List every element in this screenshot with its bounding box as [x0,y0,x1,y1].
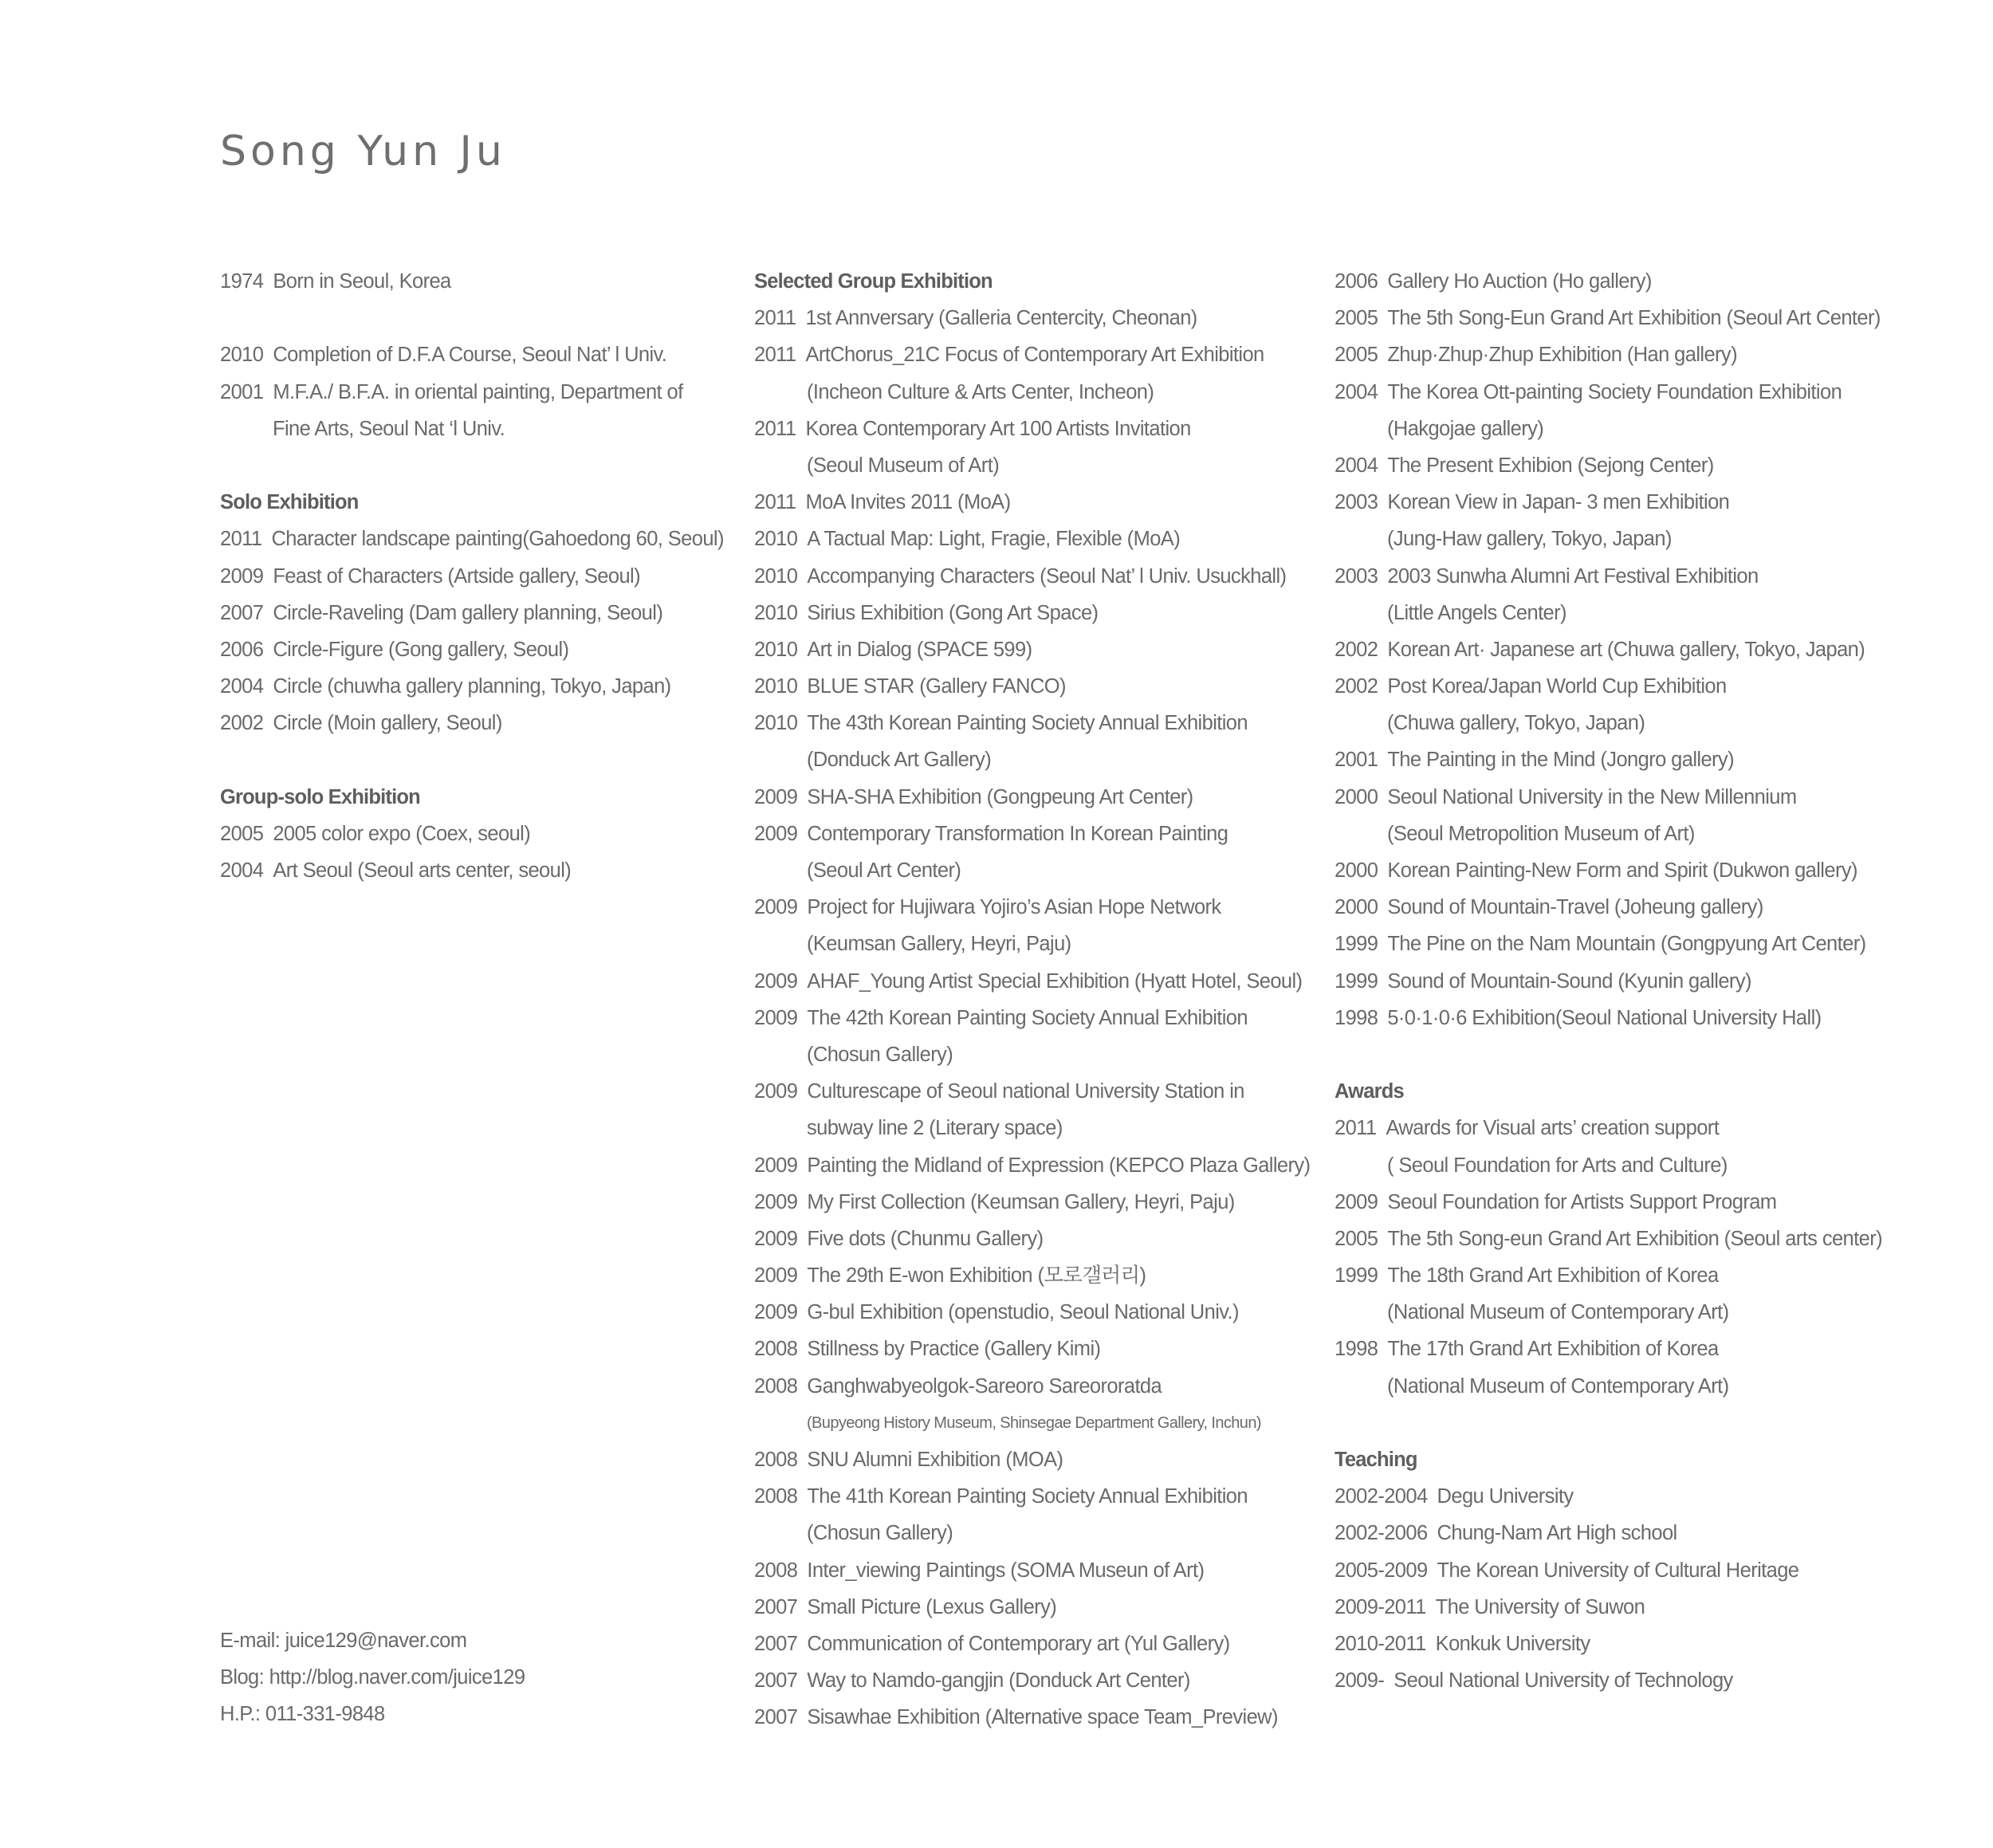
entry [1335,1331,1882,1367]
entry [754,1184,1310,1221]
entry-text: MoA Invites 2011 (MoA) [805,491,1011,514]
entry [754,705,1310,741]
entry-text: Sisawhae Exhibition (Alternative space Team_Preview) [807,1706,1278,1729]
section-heading: Selected Group Exhibition [754,270,993,293]
entry-text: Circle (Moin gallery, Seoul) [273,712,502,735]
entry-year: 2002-2004 [1335,1485,1428,1508]
entry-year: 2000 [1335,785,1378,808]
entry-continuation: (Chosun Gallery) [807,1522,953,1545]
entry-year: 1998 [1335,1338,1378,1361]
entry [1335,263,1882,300]
entry-text: Seoul National University of Technology [1394,1669,1733,1693]
entry [754,411,1310,447]
entry-continuation: (Keumsan Gallery, Heyri, Paju) [807,933,1071,956]
column-exhibitions-awards-teaching [1335,263,1882,1699]
entry-year: 2009 [754,1080,798,1103]
entry-year: 2010 [754,564,798,588]
entry-text: Post Korea/Japan World Cup Exhibition [1387,675,1727,698]
entry [754,1699,1310,1736]
entry-year: 2006 [1335,270,1378,293]
contact-blog: Blog: http://blog.naver.com/juice129 [220,1666,525,1689]
entry-text: Communication of Contemporary art (Yul Gallery) [807,1632,1230,1655]
artist-name: Song Yun Ju [220,128,506,175]
section-heading: Solo Exhibition [220,491,359,514]
entry-year: 2005 [1335,1227,1378,1250]
entry-text: The 41th Korean Painting Society Annual Exhibition [807,1485,1248,1508]
entry-continuation: (Seoul Art Center) [807,859,961,882]
entry-text: 1st Annversary (Galleria Centercity, Cheonan) [805,307,1197,330]
entry [1335,852,1882,889]
entry-text: The Pine on the Nam Mountain (Gongpyung Art Center) [1387,933,1866,956]
entry-text: AHAF_Young Artist Special Exhibition (Hyatt Hotel, Seoul) [807,969,1303,993]
entry-year: 2004 [1335,380,1378,403]
entry-text: Character landscape painting(Gahoedong 60, Seoul) [271,528,724,551]
entry [754,1589,1310,1626]
contact-email: E-mail: juice129@naver.com [220,1630,467,1652]
entry [1335,1589,1882,1626]
entry [220,336,724,373]
entry [1335,1478,1882,1515]
entry-text: Culturescape of Seoul national University Station in [807,1080,1244,1103]
entry-text: Degu University [1437,1485,1574,1508]
entry [754,595,1310,631]
entry-year: 2008 [754,1374,798,1398]
entry-text: Circle-Figure (Gong gallery, Seoul) [273,638,569,661]
entry-text: Born in Seoul, Korea [273,270,451,293]
entry-continuation: (Hakgojae gallery) [1387,417,1544,440]
entry-year: 2002 [220,712,264,735]
entry [1335,1000,1882,1036]
entry-year: 2010 [754,638,798,661]
entry [754,1331,1310,1367]
entry-continuation: (Seoul Metropolition Museum of Art) [1387,822,1695,845]
column-group-exhibitions [754,263,1310,1736]
entry-year: 2004 [220,675,264,698]
entry [754,1000,1310,1036]
entry-text: The 42th Korean Painting Society Annual Exhibition [807,1006,1248,1029]
entry [754,1552,1310,1589]
entry-year: 2008 [754,1449,798,1471]
entry-text: The Korean University of Cultural Heritage [1437,1559,1799,1582]
entry [1335,779,1882,816]
entry-year: 2009- [1335,1669,1385,1693]
entry [754,300,1310,336]
entry [754,816,1310,852]
entry-continuation: Fine Arts, Seoul Nat ‘l Univ. [273,417,505,440]
entry-year: 2002-2006 [1335,1522,1428,1545]
entry-year: 2005 [1335,307,1378,330]
entry-text: Accompanying Characters (Seoul Nat’ l Univ. Usuckhall) [807,564,1287,588]
entry [1335,1110,1882,1146]
entry-year: 2003 [1335,491,1378,514]
entry-year: 2008 [754,1559,798,1582]
entry [220,631,724,668]
entry-text: Korean Art· Japanese art (Chuwa gallery, Tokyo, Japan) [1387,638,1865,661]
entry [754,1441,1310,1478]
entry-text: Gallery Ho Auction (Ho gallery) [1387,270,1652,293]
entry-text: The 17th Grand Art Exhibition of Korea [1387,1338,1719,1361]
entry-year: 2001 [220,380,264,403]
entry-year: 2009 [754,1006,798,1029]
entry-continuation: ( Seoul Foundation for Arts and Culture) [1387,1154,1728,1177]
entry-text: 2003 Sunwha Alumni Art Festival Exhibition [1387,564,1759,588]
spacer [1335,1405,1882,1441]
entry [754,1294,1310,1331]
entry-year: 2001 [1335,749,1378,772]
entry-text: Sound of Mountain-Sound (Kyunin gallery) [1387,969,1751,993]
entry-year: 2007 [754,1595,798,1618]
section-heading: Group-solo Exhibition [220,785,420,808]
entry-text: Korean Painting-New Form and Spirit (Dukwon gallery) [1387,859,1857,882]
contact-info [220,1622,525,1733]
entry [1335,1552,1882,1589]
entry-text: M.F.A./ B.F.A. in oriental painting, Department of [273,380,683,403]
entry-year: 2005-2009 [1335,1559,1428,1582]
entry-continuation: (Donduck Art Gallery) [807,749,992,772]
entry [220,263,724,300]
entry [1335,336,1882,373]
entry-text: Inter_viewing Paintings (SOMA Museun of Art) [807,1559,1205,1582]
entry [1335,1257,1882,1294]
entry-text: The Painting in the Mind (Jongro gallery) [1387,749,1734,772]
entry-year: 2009 [220,564,264,588]
entry-continuation: (National Museum of Contemporary Art) [1387,1301,1729,1324]
entry [754,1368,1310,1405]
entry [754,1257,1310,1294]
entry-text: Seoul National University in the New Millennium [1387,785,1797,808]
entry-text: A Tactual Map: Light, Fragie, Flexible (MoA) [807,528,1181,551]
entry-text: Seoul Foundation for Artists Support Program [1387,1190,1777,1213]
entry-text: Sirius Exhibition (Gong Art Space) [807,601,1099,624]
entry [1335,447,1882,484]
entry-text: The Korea Ott-painting Society Foundation Exhibition [1387,380,1842,403]
entry [754,336,1310,373]
entry-text: Completion of D.F.A Course, Seoul Nat’ l Univ. [273,344,667,367]
entry-text: Chung-Nam Art High school [1437,1522,1677,1545]
entry-continuation: subway line 2 (Literary space) [807,1117,1063,1140]
entry-year: 2010 [754,712,798,735]
entry [1335,1626,1882,1662]
entry-year: 2010-2011 [1335,1632,1426,1655]
entry-year: 2011 [1335,1117,1377,1140]
entry-text: Stillness by Practice (Gallery Kimi) [807,1338,1101,1361]
entry-year: 2009 [754,1154,798,1177]
entry-year: 2010 [754,528,798,551]
entry [1335,300,1882,336]
entry-text: The 18th Grand Art Exhibition of Korea [1387,1264,1719,1288]
entry-year: 2007 [220,601,264,624]
entry-year: 2007 [754,1669,798,1693]
entry [754,1221,1310,1257]
entry-continuation: (Bupyeong History Museum, Shinsegae Department Gallery, Inchun) [807,1414,1261,1432]
entry [1335,1221,1882,1257]
entry [1335,484,1882,521]
entry-text: The 5th Song-eun Grand Art Exhibition (Seoul arts center) [1387,1227,1882,1250]
entry-year: 1974 [220,270,264,293]
entry-year: 1999 [1335,969,1378,993]
entry-year: 2007 [754,1632,798,1655]
entry-continuation: (Jung-Haw gallery, Tokyo, Japan) [1387,528,1672,551]
entry [1335,926,1882,962]
entry-year: 2002 [1335,638,1378,661]
entry-year: 2010 [754,675,798,698]
entry [220,668,724,705]
entry-text: The 29th E-won Exhibition (모로갤러리) [807,1264,1146,1288]
entry-text: SNU Alumni Exhibition (MOA) [807,1449,1063,1471]
entry [220,521,724,557]
entry-text: The University of Suwon [1435,1595,1645,1618]
entry [754,631,1310,668]
entry-text: Feast of Characters (Artside gallery, Seoul) [273,564,640,588]
entry-text: Way to Namdo-gangjin (Donduck Art Center) [807,1669,1190,1693]
entry [220,816,724,852]
spacer [220,300,724,336]
entry-text: The Present Exhibion (Sejong Center) [1387,454,1714,477]
entry-year: 2009 [754,896,798,919]
entry-year: 1998 [1335,1006,1378,1029]
entry-year: 1999 [1335,933,1378,956]
spacer [220,447,724,484]
entry [754,889,1310,926]
entry-continuation: (National Museum of Contemporary Art) [1387,1374,1729,1398]
entry-text: BLUE STAR (Gallery FANCO) [807,675,1066,698]
entry-year: 2004 [220,859,264,882]
section-heading: Teaching [1335,1449,1417,1471]
entry-year: 2009 [754,785,798,808]
entry [754,484,1310,521]
entry [1335,1184,1882,1221]
entry-text: My First Collection (Keumsan Gallery, Heyri, Paju) [807,1190,1235,1213]
entry [754,668,1310,705]
entry [220,374,724,411]
entry-text: The 43th Korean Painting Society Annual Exhibition [807,712,1248,735]
section-heading: Awards [1335,1080,1404,1103]
entry-year: 2003 [1335,564,1378,588]
entry-text: Korean View in Japan- 3 men Exhibition [1387,491,1730,514]
entry-year: 2007 [754,1706,798,1729]
entry-text: Sound of Mountain-Travel (Joheung gallery) [1387,896,1763,919]
entry [1335,374,1882,411]
entry-year: 2010 [220,344,264,367]
column-personal-solo [220,263,724,889]
entry-text: Five dots (Chunmu Gallery) [807,1227,1044,1250]
entry-year: 2011 [754,491,796,514]
entry-text: Awards for Visual arts’ creation support [1386,1117,1720,1140]
entry-year: 2005 [220,822,264,845]
entry [754,1073,1310,1110]
entry-year: 2000 [1335,859,1378,882]
entry-text: The 5th Song-Eun Grand Art Exhibition (Seoul Art Center) [1387,307,1881,330]
entry-year: 2008 [754,1338,798,1361]
entry-year: 2009 [754,1301,798,1324]
entry [1335,889,1882,926]
entry [1335,631,1882,668]
entry [754,779,1310,816]
entry-year: 2004 [1335,454,1378,477]
entry [754,963,1310,1000]
entry [1335,963,1882,1000]
entry [220,558,724,595]
entry-text: Contemporary Transformation In Korean Painting [807,822,1228,845]
entry [1335,1515,1882,1551]
entry-text: 5·0·1·0·6 Exhibition(Seoul National University Hall) [1387,1006,1822,1029]
entry-continuation: (Chosun Gallery) [807,1043,953,1066]
entry-text: Konkuk University [1435,1632,1590,1655]
entry-text: G-bul Exhibition (openstudio, Seoul National Univ.) [807,1301,1239,1324]
entry-year: 2002 [1335,675,1378,698]
spacer [1335,1036,1882,1073]
entry-year: 2000 [1335,896,1378,919]
entry-text: Ganghwabyeolgok-Sareoro Sareororatda [807,1374,1162,1398]
entry-text: Circle-Raveling (Dam gallery planning, Seoul) [273,601,663,624]
entry [220,705,724,741]
contact-phone: H.P.: 011-331-9848 [220,1703,385,1726]
entry [1335,741,1882,778]
entry-text: Small Picture (Lexus Gallery) [807,1595,1057,1618]
entry-year: 1999 [1335,1264,1378,1288]
entry-continuation: (Incheon Culture & Arts Center, Incheon) [807,380,1154,403]
entry-text: Korea Contemporary Art 100 Artists Invitation [805,417,1191,440]
entry [754,1626,1310,1662]
entry-year: 2010 [754,601,798,624]
entry-year: 2009 [754,1227,798,1250]
entry-year: 2011 [220,528,262,551]
entry-continuation: (Chuwa gallery, Tokyo, Japan) [1387,712,1645,735]
entry [754,1147,1310,1184]
entry-year: 2006 [220,638,264,661]
entry-text: Circle (chuwha gallery planning, Tokyo, Japan) [273,675,671,698]
entry-year: 2008 [754,1485,798,1508]
entry-continuation: (Seoul Museum of Art) [807,454,1000,477]
entry-text: Project for Hujiwara Yojiro’s Asian Hope Network [807,896,1221,919]
entry-text: ArtChorus_21C Focus of Contemporary Art Exhibition [805,344,1264,367]
entry [1335,1662,1882,1699]
entry-year: 2011 [754,344,796,367]
entry-year: 2005 [1335,344,1378,367]
entry [220,595,724,631]
entry-year: 2009-2011 [1335,1595,1426,1618]
entry-year: 2009 [754,1264,798,1288]
entry-text: Zhup·Zhup·Zhup Exhibition (Han gallery) [1387,344,1737,367]
entry-year: 2009 [1335,1190,1378,1213]
entry-year: 2009 [754,822,798,845]
entry-year: 2011 [754,417,796,440]
spacer [220,741,724,778]
entry [220,852,724,889]
entry-text: 2005 color expo (Coex, seoul) [273,822,531,845]
entry [754,1478,1310,1515]
entry-text: SHA-SHA Exhibition (Gongpeung Art Center) [807,785,1193,808]
entry-year: 2009 [754,969,798,993]
entry [754,521,1310,557]
entry-year: 2009 [754,1190,798,1213]
entry [1335,558,1882,595]
entry [1335,668,1882,705]
entry-year: 2011 [754,307,796,330]
entry [754,558,1310,595]
entry [754,1662,1310,1699]
entry-text: Art in Dialog (SPACE 599) [807,638,1032,661]
entry-continuation: (Little Angels Center) [1387,601,1566,624]
entry-text: Art Seoul (Seoul arts center, seoul) [273,859,572,882]
entry-text: Painting the Midland of Expression (KEPCO Plaza Gallery) [807,1154,1311,1177]
